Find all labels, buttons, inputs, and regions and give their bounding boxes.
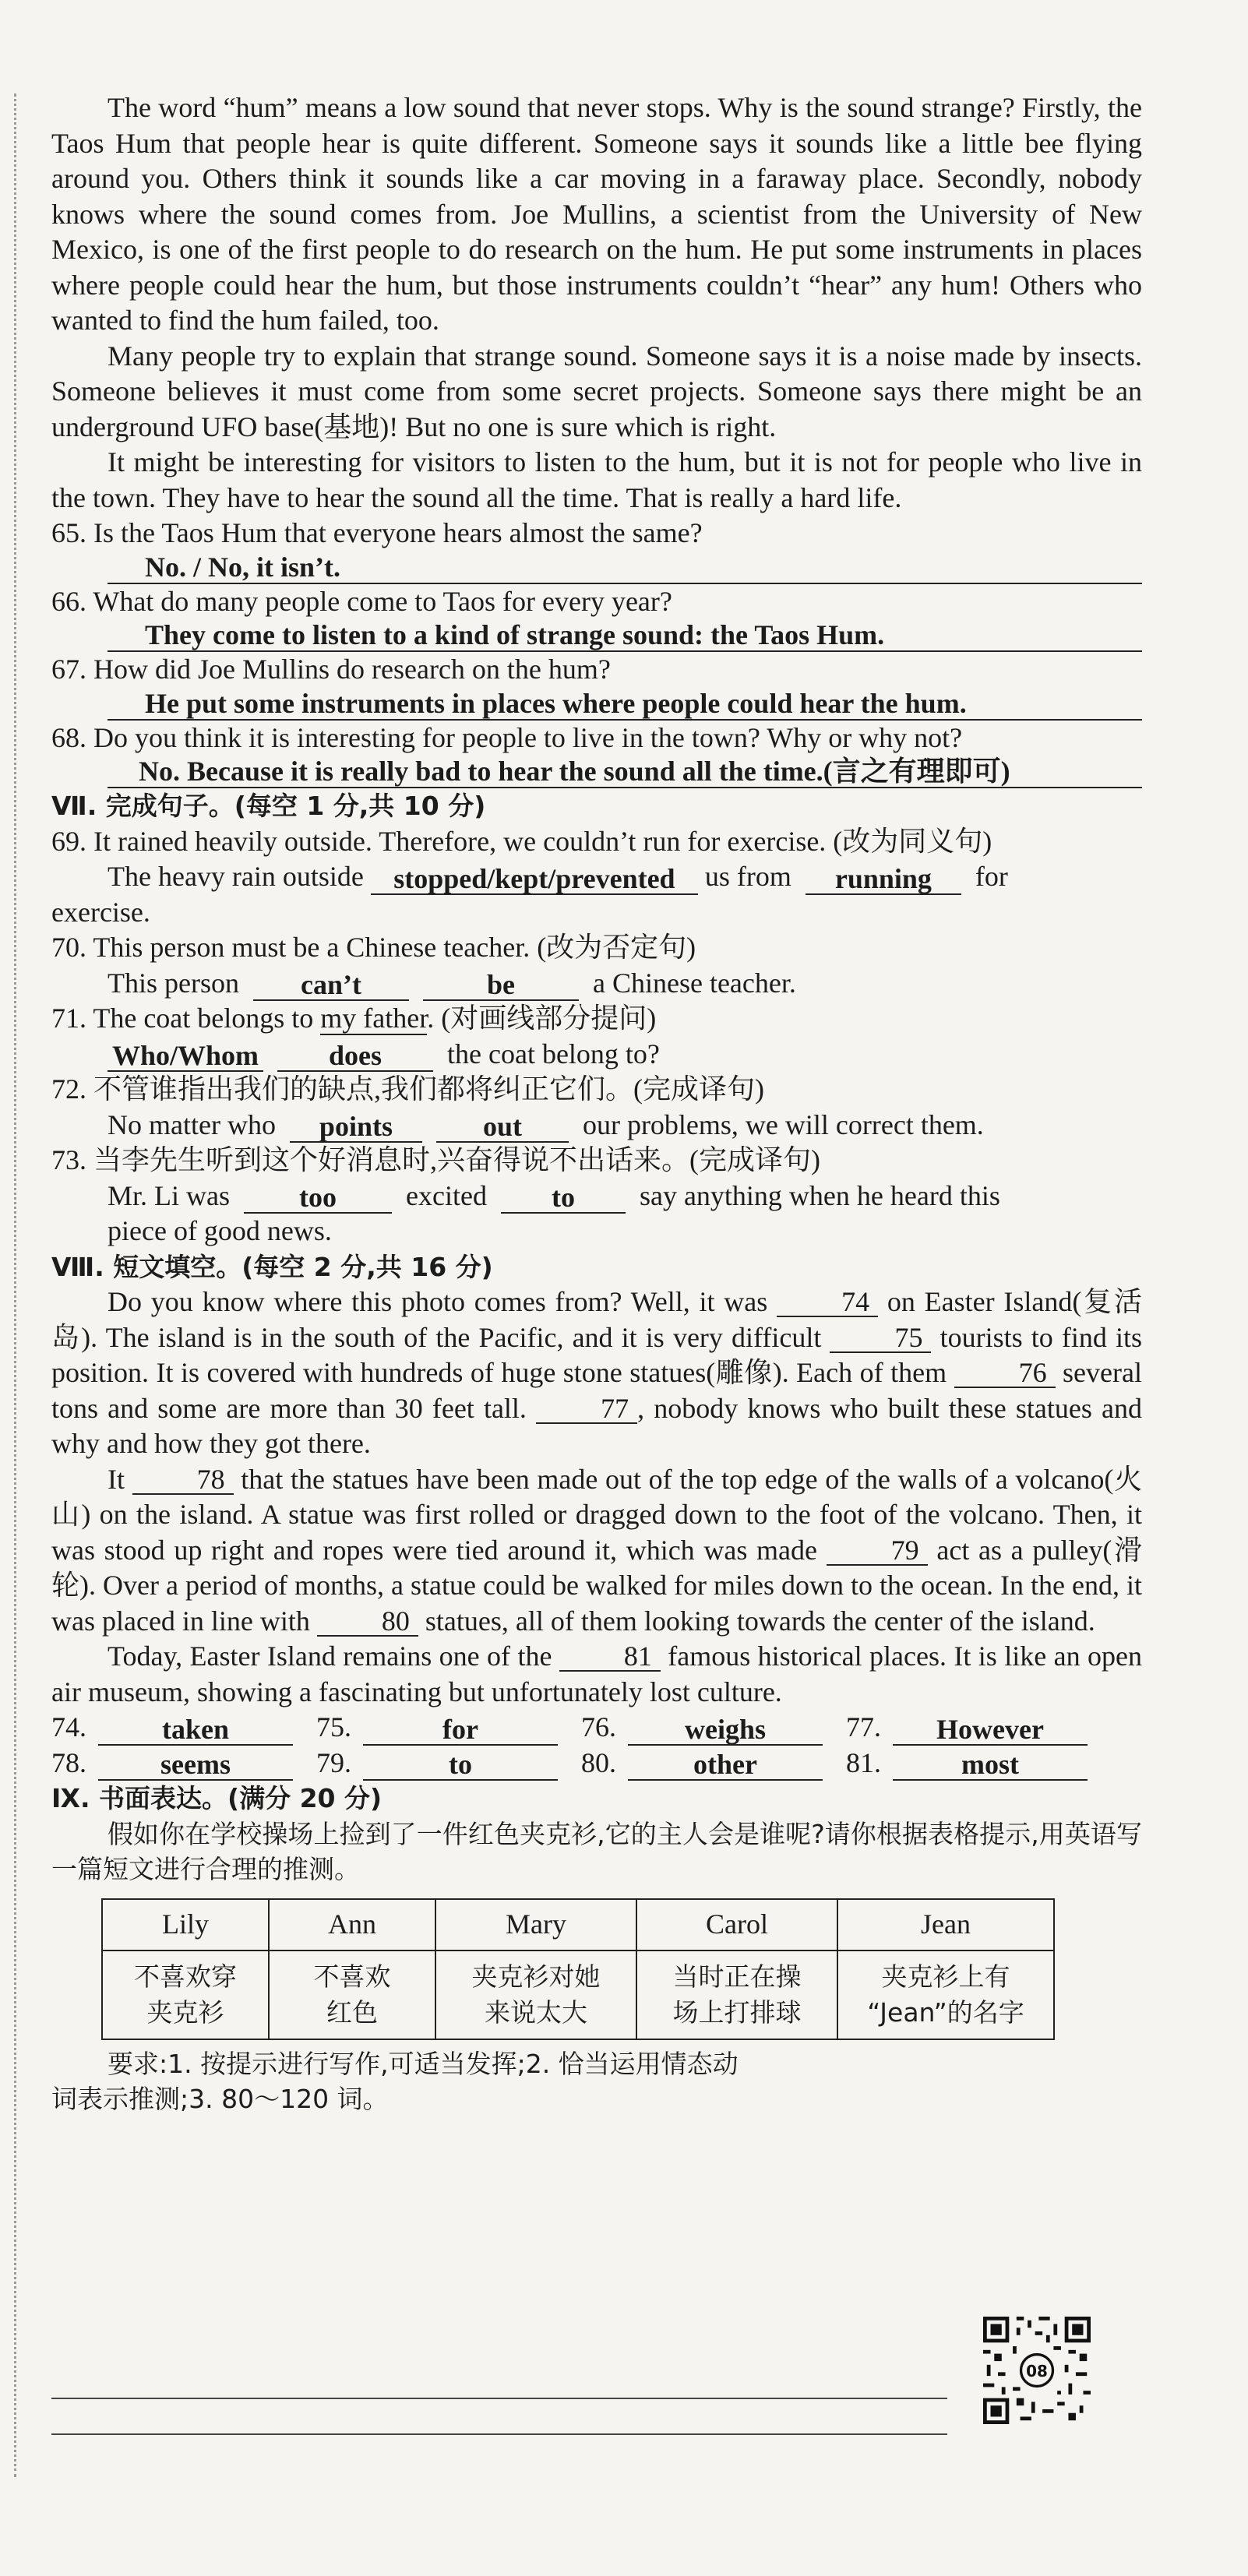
sentence-part: say anything when he heard this [639,1179,1000,1211]
blank-answer: points [290,1112,422,1143]
answer-78: seems [98,1750,293,1781]
answer-number: 75. [316,1711,351,1743]
blank-answer: out [436,1112,569,1143]
question-text: 67. How did Joe Mullins do research on the hum? [51,654,611,685]
question-text-part: 71. The coat belongs to [51,1003,321,1034]
table-cell [102,1951,269,2039]
cell-line: 不喜欢 [313,1961,391,1992]
answer-number: 74. [51,1711,86,1743]
sentence-part: This person [108,967,239,999]
question-65 [51,516,1142,584]
question-text: 68. Do you think it is interesting for people to live in the town? Why or why not? [51,721,963,753]
blank-81: 81 [559,1642,661,1672]
cell-line: 夹克衫对她 [471,1961,601,1992]
cloze-paragraph-2: It 78 that the statues have been made out of the top edge of the walls of a volcano(火山) on the island. A statue was first rolled or dragged down to the foot of the volcano. Then, it was stood up right and ropes were tied around it, which was made 79 act as a pulley(滑轮). Over a period of months, a statue could be walked for miles down to the ocean. In the end, it was placed in line with 80 statues, all of them looking towards the center of the island. [51,1463,1142,1637]
answer-number: 77. [846,1711,881,1743]
answer-line: No. / No, it isn’t. [108,551,1142,584]
answer-76: weighs [628,1714,823,1746]
cell-line: 红色 [326,1996,378,2028]
blank-answer: too [244,1182,392,1214]
cell-line: “Jean”的名字 [867,1996,1024,2028]
answer-row [51,859,1142,895]
blank-76: 76 [954,1358,1056,1388]
question-72 [51,1072,1142,1143]
blank-answer: stopped/kept/prevented [371,864,698,895]
sentence-part: the coat belong to? [447,1038,660,1070]
writing-line[interactable] [51,2433,947,2435]
cloze-paragraph-3: Today, Easter Island remains one of the 81 famous historical places. It is like an open air museum, showing a fascinating but unfortunately lost culture. [51,1640,1142,1707]
binding-margin-line [14,93,16,2477]
answer-row [51,1710,1142,1746]
question-text: 73. 当李先生听到这个好消息时,兴奋得说不出话来。(完成译句) [51,1144,820,1175]
question-text: 69. It rained heavily outside. Therefore, we couldn’t run for exercise. (改为同义句) [51,825,992,857]
table-header-cell: Carol [636,1899,837,1951]
writing-prompt: 假如你在学校操场上捡到了一件红色夹克衫,它的主人会是谁呢?请你根据表格提示,用英语写一篇短文进行合理的推测。 [51,1818,1142,1884]
cell-line: 来说太大 [485,1996,587,2028]
qr-code-icon[interactable] [983,2317,1091,2424]
cloze-paragraph-1: Do you know where this photo comes from? Well, it was 74 on Easter Island(复活岛). The island is in the south of the Pacific, and it is very difficult 75 tourists to find its position. It is covered with hundreds of huge stone statues(雕像). Each of them 76 several tons and some are more than 30 feet tall. 77 , nobody knows who built these statues and why and how they got there. [51,1286,1142,1459]
table-header-cell: Ann [269,1899,435,1951]
passage-paragraph-2: Many people try to explain that strange sound. Someone says it is a noise made by insects. Someone believes it must come from some secret projects. Someone says there might be an underground UFO base(基地)! But no one is sure which is right. [51,340,1142,442]
answer-line: They come to listen to a kind of strange sound: the Taos Hum. [108,619,1142,652]
cell-line: 当时正在操 [672,1961,802,1992]
table-header-cell: Mary [435,1899,636,1951]
passage-paragraph-1: The word “hum” means a low sound that never stops. Why is the sound strange? Firstly, the Taos Hum that people hear is quite different. Someone says it sounds like a little bee flying around you. Others think it sounds like a car moving in a faraway place. Secondly, nobody knows where the sound comes from. Joe Mullins, a scientist from the University of New Mexico, is one of the first people to do research on the hum. He put some instruments in places where people could hear the hum, but those instruments couldn’t “hear” any hum! Others who wanted to find the hum failed, too. [51,92,1142,336]
qr-badge-number: 08 [1026,2362,1048,2381]
answer-74: taken [98,1714,293,1746]
answer-80: other [628,1750,823,1781]
cell-line: 夹克衫上有 [881,1961,1010,1992]
table-cell [636,1951,837,2039]
answer-77: However [893,1714,1088,1746]
underlined-phrase: my father [320,1003,428,1034]
question-69 [51,824,1142,931]
blank-answer: be [423,970,579,1001]
table-cell [269,1951,435,2039]
table-header-cell: Jean [837,1899,1054,1951]
question-71 [51,1001,1142,1072]
question-text: 65. Is the Taos Hum that everyone hears almost the same? [51,517,703,548]
cell-line: 不喜欢穿 [134,1961,237,1992]
sentence-part: No matter who [108,1108,276,1140]
question-text: 70. This person must be a Chinese teacher. (改为否定句) [51,932,696,963]
question-66 [51,584,1142,653]
answer-number: 81. [846,1746,881,1778]
blank-80: 80 [317,1607,418,1637]
sentence-part: The heavy rain outside [108,861,364,892]
sentence-part: for [975,861,1008,892]
answer-75: for [363,1714,558,1746]
worksheet-content [51,90,1142,2117]
writing-requirements-line-2: 词表示推测;3. 80～120 词。 [51,2084,389,2114]
answer-row [51,1179,1142,1214]
table-cell [837,1951,1054,2039]
question-73 [51,1143,1142,1249]
sentence-part: us from [704,861,791,892]
sentence-part: Mr. Li was [108,1179,230,1211]
blank-78: 78 [132,1465,234,1495]
question-68 [51,721,1142,789]
section-8-title: Ⅷ. 短文填空。(每空 2 分,共 16 分) [51,1251,493,1282]
sentence-part: piece of good news. [108,1215,332,1246]
question-text: 72. 不管谁指出我们的缺点,我们都将纠正它们。(完成译句) [51,1073,764,1105]
sentence-part: excited [406,1179,487,1211]
question-70 [51,930,1142,1001]
answer-79: to [363,1750,558,1781]
blank-answer: running [806,864,961,895]
blank-answer: does [277,1041,433,1072]
answer-row [51,1037,1142,1073]
section-7-title: Ⅶ. 完成句子。(每空 1 分,共 10 分) [51,791,486,821]
cell-line: 场上打排球 [672,1996,802,2028]
blank-77: 77 [536,1394,637,1424]
table-header-cell: Lily [102,1899,269,1951]
section-9-title: Ⅸ. 书面表达。(满分 20 分) [51,1783,383,1813]
cell-line: 夹克衫 [146,1996,224,2028]
answer-number: 79. [316,1746,351,1778]
cloze-answer-grid [51,1710,1142,1781]
blank-answer: can’t [253,970,409,1001]
blank-answer: Who/Whom [108,1041,263,1072]
answer-row [51,1108,1142,1144]
answer-81: most [893,1750,1088,1781]
question-text: 66. What do many people come to Taos for every year? [51,585,672,617]
answer-number: 80. [581,1746,616,1778]
sentence-part: a Chinese teacher. [592,967,796,999]
sentence-part: exercise. [51,896,150,928]
table-cell [435,1951,636,2039]
question-text [51,1001,1142,1037]
answer-number: 78. [51,1746,86,1778]
answer-number: 76. [581,1711,616,1743]
question-text-part: . (对画线部分提问) [427,1003,657,1034]
blank-74: 74 [777,1288,878,1317]
question-67 [51,652,1142,721]
answer-row [51,966,1142,1002]
blank-75: 75 [830,1323,931,1353]
writing-requirements-line-1: 要求:1. 按提示进行写作,可适当发挥;2. 恰当运用情态动 [108,2048,739,2079]
answer-line: No. Because it is really bad to hear the sound all the time.(言之有理即可) [108,756,1142,788]
blank-79: 79 [827,1536,928,1566]
sentence-part: our problems, we will correct them. [582,1108,984,1140]
answer-row [51,1746,1142,1781]
writing-line[interactable] [51,2398,947,2399]
clue-table [101,1898,1055,2040]
answer-line: He put some instruments in places where people could hear the hum. [108,688,1142,721]
passage-paragraph-3: It might be interesting for visitors to listen to the hum, but it is not for people who live in the town. They have to hear the sound all the time. That is really a hard life. [51,446,1142,513]
blank-answer: to [501,1182,626,1214]
